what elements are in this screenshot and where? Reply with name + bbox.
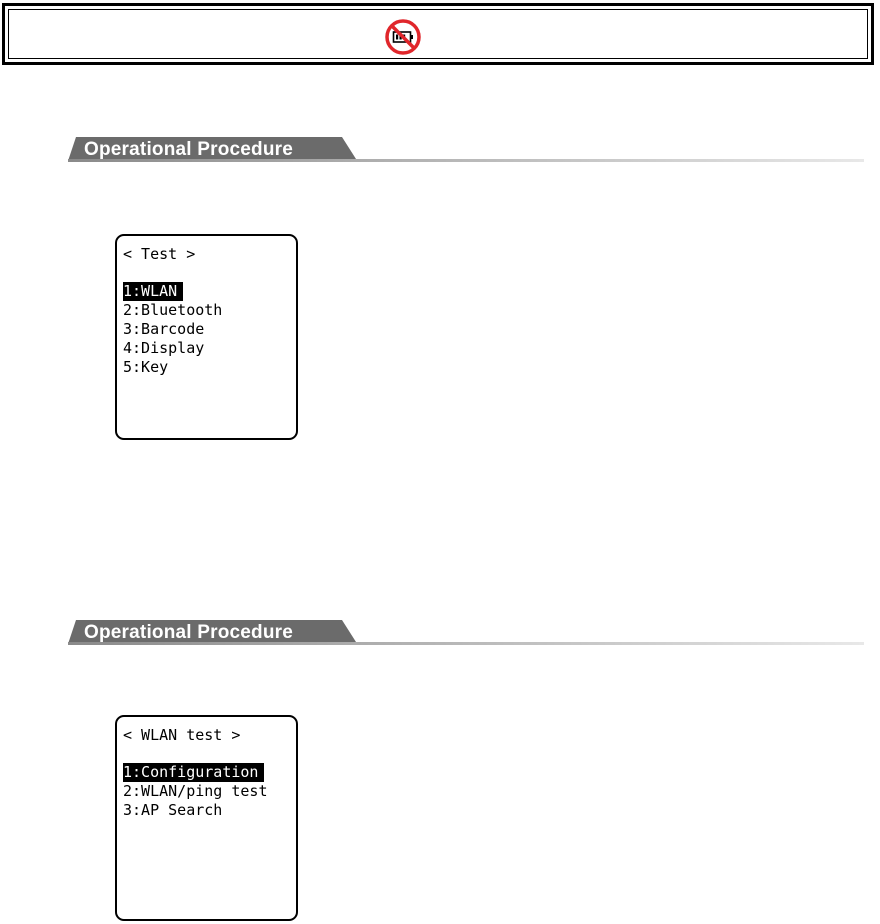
menu-item-display[interactable]: 4:Display xyxy=(123,339,205,357)
screen-title: < Test > xyxy=(123,245,196,263)
section-title: Operational Procedure xyxy=(84,622,294,643)
menu-item-bluetooth[interactable]: 2:Bluetooth xyxy=(123,301,223,319)
section-title: Operational Procedure xyxy=(84,139,294,160)
notice-banner-inner-border xyxy=(8,9,868,59)
menu-item-wlan[interactable]: 1:WLAN xyxy=(123,282,183,301)
device-screen-test-menu xyxy=(115,234,298,440)
screen-title: < WLAN test > xyxy=(123,726,241,744)
device-screen-wlan-test-menu xyxy=(115,715,298,921)
no-battery-icon xyxy=(385,19,421,55)
menu-item-ap-search[interactable]: 3:AP Search xyxy=(123,801,223,819)
menu-item-key[interactable]: 5:Key xyxy=(123,358,169,376)
notice-banner xyxy=(2,3,874,65)
menu-item-barcode[interactable]: 3:Barcode xyxy=(123,320,205,338)
section-header-2 xyxy=(68,620,864,648)
section-header-1 xyxy=(68,137,864,165)
menu-item-configuration[interactable]: 1:Configuration xyxy=(123,763,264,782)
menu-item-wlan-ping-test[interactable]: 2:WLAN/ping test xyxy=(123,782,268,800)
